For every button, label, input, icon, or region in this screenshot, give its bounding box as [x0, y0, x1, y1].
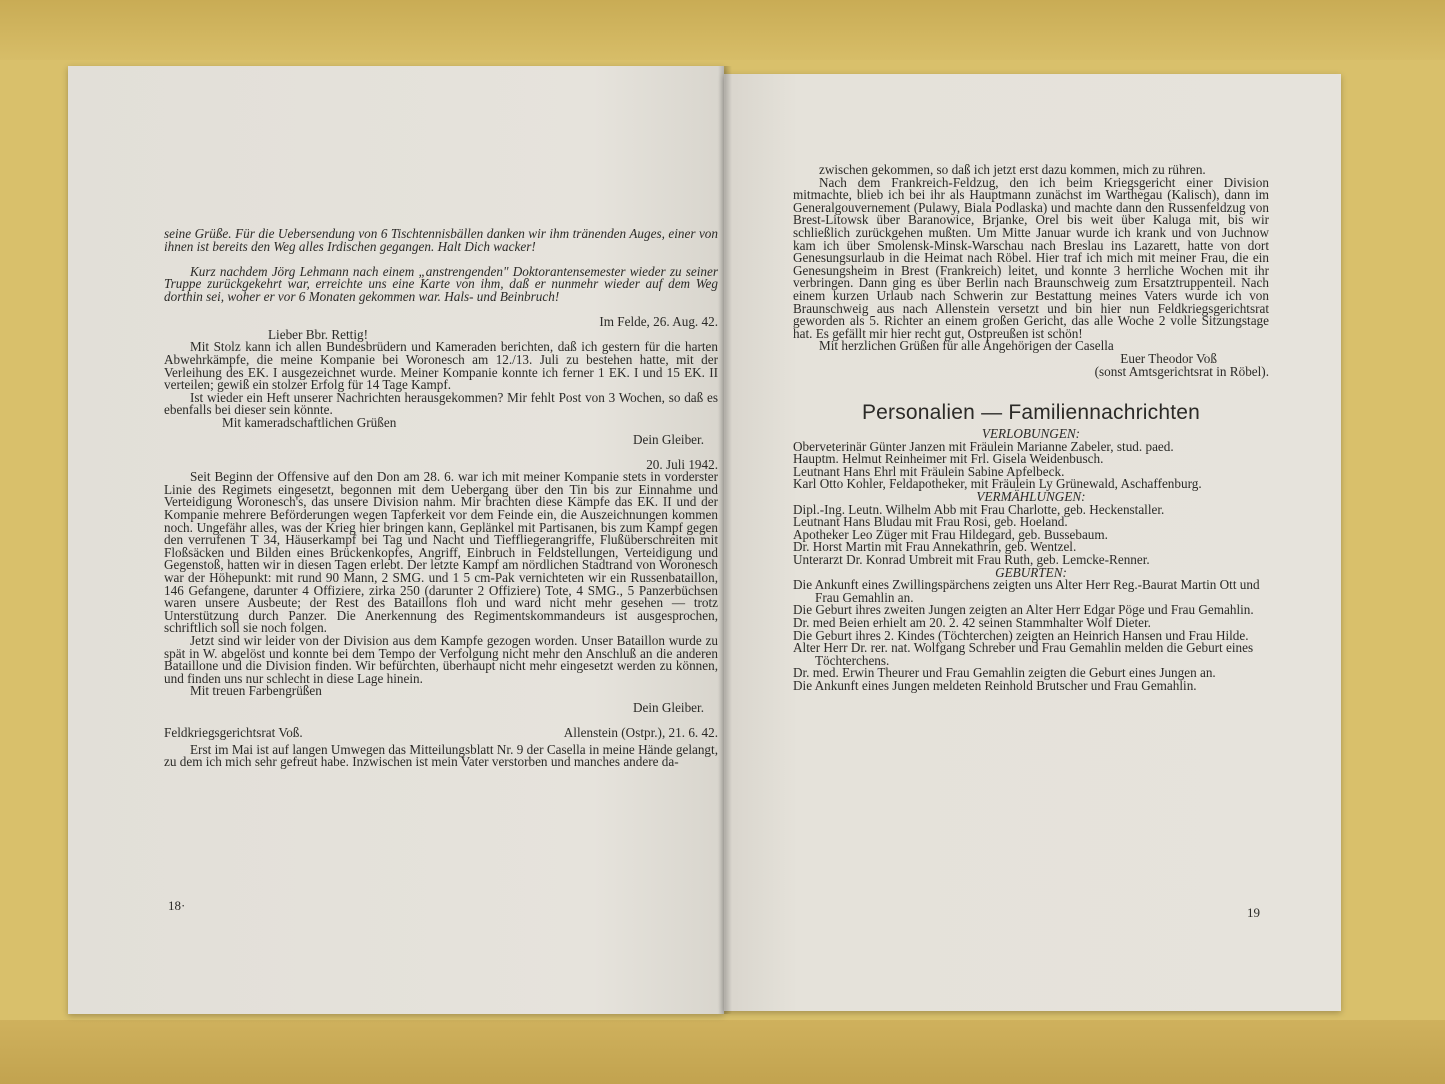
geburt-item: Alter Herr Dr. rer. nat. Wolfgang Schreber und Frau Gemahlin melden die Geburt eines Töchterchens. — [793, 640, 1254, 668]
letter3-continuation: zwischen gekommen, so daß ich jetzt erst dazu kommen, mich zu rühren. — [819, 162, 1206, 177]
table-surface-bottom — [0, 1020, 1445, 1084]
geburt-item: Dr. med. Erwin Theurer und Frau Gemahlin zeigten die Geburt eines Jungen an. — [793, 665, 1216, 681]
vermaehlung-item: Apotheker Leo Züger mit Frau Hildegard, geb. Bussebaum. — [793, 526, 1108, 542]
letter2-body-2: Jetzt sind wir leider von der Division aus dem Kampfe gezogen worden. Unser Bataillon wurde zu spät in W. abgelöst und konnte bei dem Tempo der Verfolgung nicht mehr den Anschluß an die anderen Bataillone und die Division finden. Wir befürchten, überhaupt nicht mehr eingesetzt werden zu können, und finden uns nur schlecht in diese Lage hinein. — [164, 633, 718, 686]
geburt-item: Die Ankunft eines Zwillingspärchens zeigten uns Alter Herr Reg.-Baurat Martin Ott und Frau Gemahlin an. — [793, 577, 1260, 605]
left-page — [68, 66, 724, 1014]
letter2-body-1: Seit Beginn der Offensive auf den Don am 28. 6. war ich mit meiner Kompanie stets in vorderster Linie des Regimets eingesetzt, begonnen mit dem Uebergang über den Tin bis zur Einnahme und Verteidigung Woronesch's, das unsere Division nahm. Mir brachten diese Kämpfe das EK. II und der Kompanie mehrere Beförderungen wegen Tapferkeit vor dem Feinde ein, die Auszeichnungen kommen noch. Ungefähr alles, was der Krieg hier bringen kann, Geplänkel mit Partisanen, bis zum Kampf gegen den verrufenen T 34, Häuserkampf bei Tag und Nacht und Tieffliegerangriffe, Flußüberschreiten mit Floßsäcken und Bilden eines Brückenkopfes, Angriff, Einbruch in Feldstellungen, Verteidigung und Gegenstoß, hatten wir in diesen Tagen erlebt. Der letzte Kampf am nördlichen Stadtrand von Woronesch war der Höhepunkt: mit rund 90 Mann, 2 SMG. und 1 5 cm-Pak vernichteten wir ein Russenbataillon, 146 Gefangene, darunter 4 Offiziere, zirka 250 (darunter 2 Offiziere) Tote, 4 SMG., 5 Panzerbüchsen waren unsere Ausbeute; der Rest des Bataillons floh und ward nicht mehr gesehen — trotz Unterstützung durch Panzer. Die Anerkennung des Regimentskommandeurs ist ausgesprochen, schriftlich soll sie noch folgen. — [164, 469, 718, 636]
geburt-item: Dr. med Beien erhielt am 20. 2. 42 seinen Stammhalter Wolf Dieter. — [793, 615, 1151, 630]
verlobung-item: Leutnant Hans Ehrl mit Fräulein Sabine Apfelbeck. — [793, 463, 1065, 479]
letter1-closing: Mit kameradschaftlichen Grüßen — [222, 414, 397, 430]
page-number-left: 18· — [168, 898, 186, 913]
booklet-fold — [718, 66, 732, 1014]
letter1-salutation: Lieber Bbr. Rettig! — [268, 326, 368, 342]
letter2-signature: Dein Gleiber. — [632, 699, 704, 715]
verlobungen-title: VERLOBUNGEN: — [981, 426, 1081, 442]
vermaehlung-item: Unterarzt Dr. Konrad Umbreit mit Frau Ruth, geb. Lemcke-Renner. — [793, 552, 1150, 568]
letter3-closing: Mit herzlichen Grüßen für alle Angehörigen der Casella — [819, 338, 1114, 354]
page-number-right: 19 — [1247, 905, 1260, 920]
letter1-place-date: Im Felde, 26. Aug. 42. — [599, 314, 718, 330]
letter3-header — [164, 727, 718, 740]
section-heading: Personalien — Familiennachrichten — [861, 401, 1201, 425]
letter2-closing: Mit treuen Farbengrüßen — [190, 683, 322, 699]
letter1-body-2: Ist wieder ein Heft unserer Nachrichten herausgekommen? Mir fehlt Post von 3 Wochen, so daß es ebenfalls bei dieser sein könnte. — [164, 389, 718, 418]
geburt-item: Die Geburt ihres 2. Kindes (Töchterchen) zeigten an Heinrich Hansen und Frau Hilde. — [793, 627, 1249, 643]
letter3-body-1: Erst im Mai ist auf langen Umwegen das Mitteilungsblatt Nr. 9 der Casella in meine Hände gelangt, zu dem ich mich sehr gefreut habe. Inzwischen ist mein Vater verstorben und manches andere da- — [164, 741, 718, 770]
intro-paragraph-2: Kurz nachdem Jörg Lehmann nach einem „anstrengenden" Doktorantensemester wieder zu seiner Truppe zurückgekehrt war, erreichte uns eine Karte von ihm, daß er nunmehr wieder auf dem Weg dorthin sei, woher er vor 6 Monaten gekommen war. Hals- und Beinbruch! — [164, 263, 718, 304]
geburt-item: Die Ankunft eines Jungen meldeten Reinhold Brutscher und Frau Gemahlin. — [793, 677, 1197, 693]
verlobung-item: Hauptm. Helmut Reinheimer mit Frl. Gisela Weidenbusch. — [793, 451, 1104, 467]
right-page — [724, 74, 1341, 1011]
geburt-item: Die Geburt ihres zweiten Jungen zeigten an Alter Herr Edgar Pöge und Frau Gemahlin. — [793, 602, 1254, 618]
letter1-body-1: Mit Stolz kann ich allen Bundesbrüdern und Kameraden berichten, daß ich gestern für die harten Abwehrkämpfe, die meine Kompanie bei Woronesch am 12./13. Juli zu bestehen hatte, mit der Verleihung des EK. I ausgezeichnet wurde. Meiner Kompanie konnte ich ferner 1 EK. I und 15 EK. II verteilen; gewiß ein stolzer Erfolg für 14 Tage Kampf. — [164, 339, 718, 393]
verlobung-item: Karl Otto Kohler, Feldapotheker, mit Fräulein Ly Grünewald, Aschaffenburg. — [793, 476, 1202, 492]
letter3-body-2: Nach dem Frankreich-Feldzug, den ich beim Kriegsgericht einer Division mitmachte, blieb ich bei ihr als Hauptmann zunächst im Warthegau (Kalisch), dann im Generalgouvernement (Pulawy, Biala Podlaska) und machte dann den Russenfeldzug von Brest-Litowsk über Baranowice, Brjanke, Orel bis weit über Kaluga mit, bis wir schließlich zurückgehen mußten. Um Mitte Januar wurde ich krank und von Juchnow kam ich über Smolensk-Minsk-Warschau nach Breslau ins Lazarett, hatte von dort Genesungsurlaub in die Heimat nach Röbel. Hier traf ich mich mit meiner Frau, die ein Genesungsheim in Brest (Frankreich) leitet, und konnte 3 herrliche Wochen mit ihr verbringen. Dann ging es über Berlin nach Braunschweig zum Ersatztruppenteil. Nach einem kurzen Urlaub nach Schwerin zur Bestattung meines Vaters wurde ich von Braunschweig aus nach Allenstein versetzt und bin hier nun Feldkriegsgerichtsrat geworden als 5. Richter an einem großen Gericht, das alle Woche 2 volle Sitzungstage hat. Es gefällt mir hier recht gut, Ostpreußen ist schön! — [793, 174, 1269, 341]
verlobung-item: Oberveterinär Günter Janzen mit Fräulein Marianne Zabeler, stud. paed. — [793, 438, 1174, 454]
letter3-sender: Feldkriegsgerichtsrat Voß. — [164, 725, 303, 741]
vermaehlung-item: Dipl.-Ing. Leutn. Wilhelm Abb mit Frau Charlotte, geb. Heckenstaller. — [793, 501, 1165, 517]
vermaehlung-item: Dr. Horst Martin mit Frau Annekathrin, geb. Wentzel. — [793, 539, 1077, 555]
letter3-signature-note: (sonst Amtsgerichtsrat in Röbel). — [1094, 363, 1269, 379]
table-surface-top — [0, 0, 1445, 60]
vermaehlung-item: Leutnant Hans Bludau mit Frau Rosi, geb. Hoeland. — [793, 514, 1068, 530]
geburten-title: GEBURTEN: — [995, 564, 1067, 580]
letter3-place-date: Allenstein (Ostpr.), 21. 6. 42. — [563, 725, 718, 741]
letter2-date: 20. Juli 1942. — [646, 456, 718, 472]
left-page-text — [164, 228, 718, 769]
letter1-signature: Dein Gleiber. — [632, 431, 704, 447]
right-page-text — [793, 164, 1269, 693]
intro-paragraph-1: seine Grüße. Für die Uebersendung von 6 Tischtennisbällen danken wir ihm tränenden Auges, einer von ihnen ist bereits den Weg alles Irdischen gegangen. Halt Dich wacker! — [164, 226, 718, 254]
letter3-signature: Euer Theodor Voß — [1120, 350, 1217, 366]
vermaehlungen-title: VERMÄHLUNGEN: — [976, 489, 1086, 505]
